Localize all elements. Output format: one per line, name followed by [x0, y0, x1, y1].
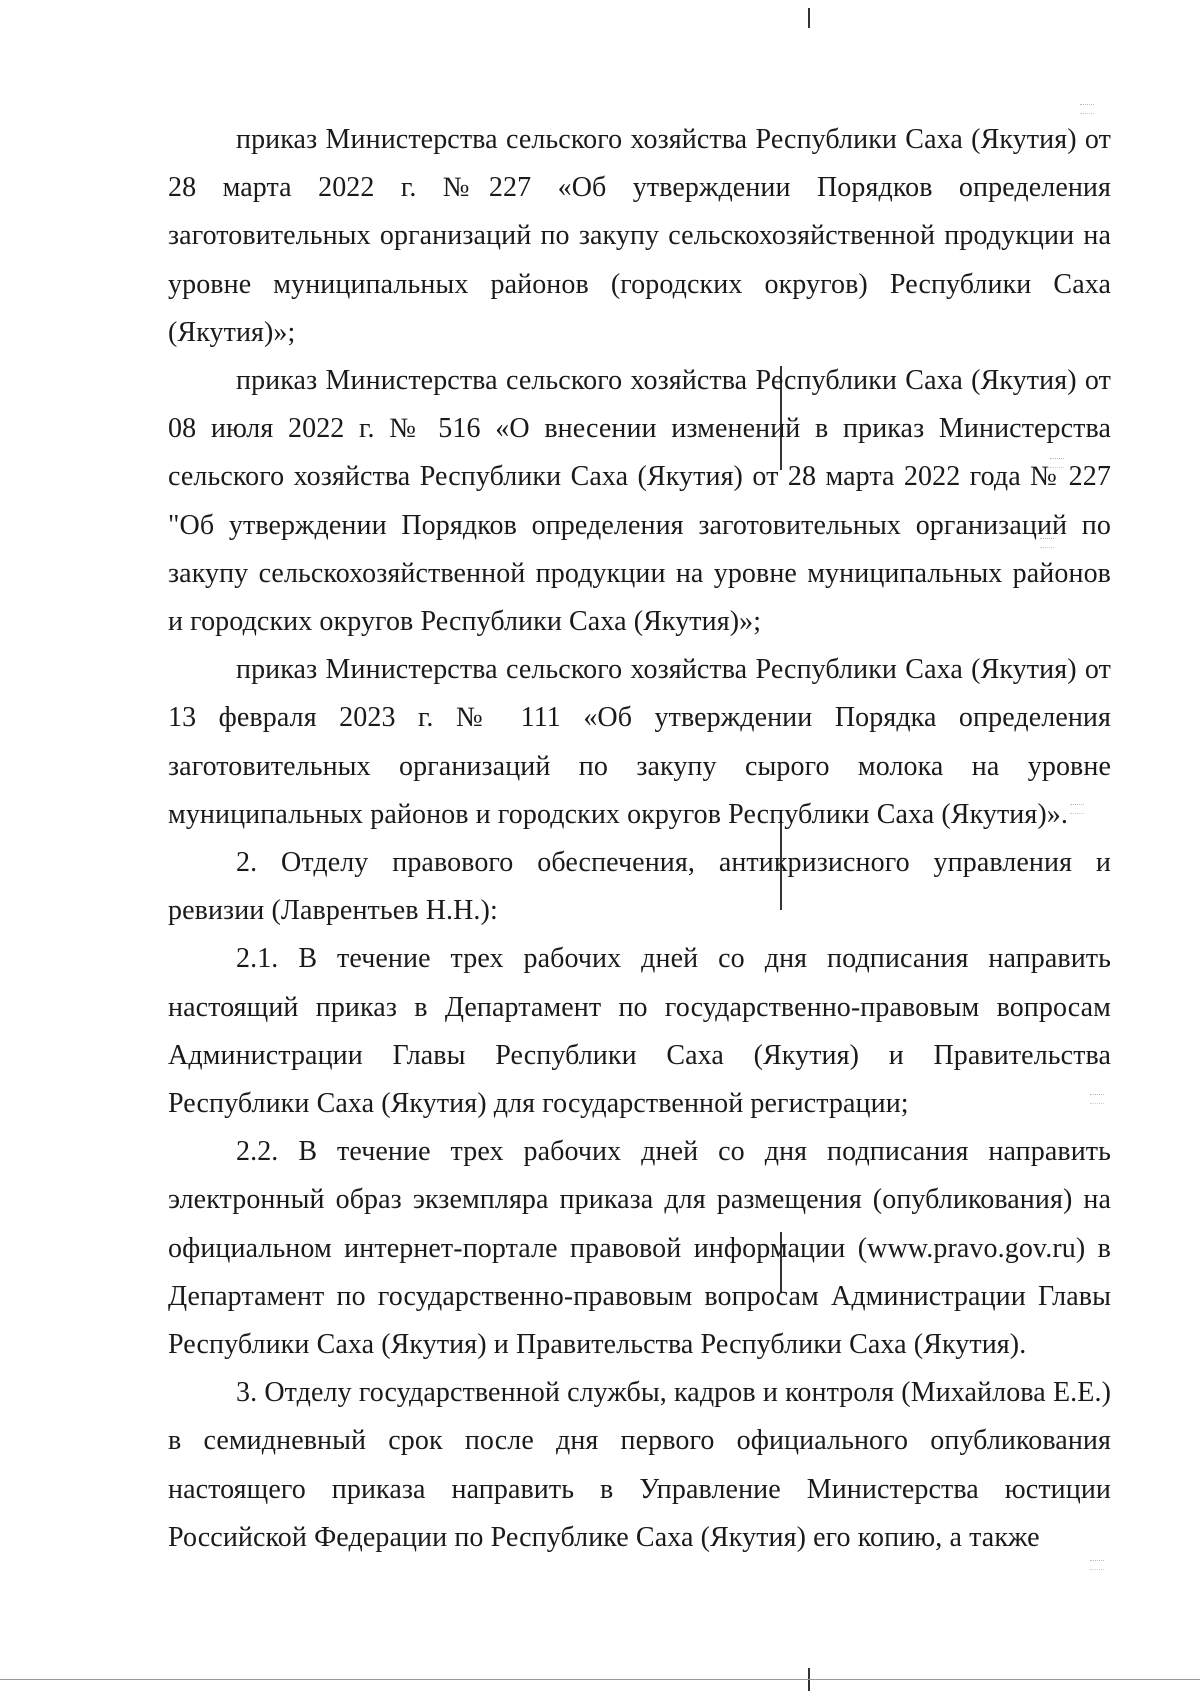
document-page — [168, 116, 1111, 1562]
paragraph-clause-2-2: 2.2. В течение трех рабочих дней со дня подписания направить электронный образ экземпляра приказа для размещения (опубликования) на официальном интернет-портале правовой информации (www.pravo.gov.ru) в Департамент по государственно-правовым вопросам Администрации Главы Республики Саха (Якутия) и Правительства Республики Саха (Якутия). — [168, 1136, 1111, 1361]
paragraph-clause-3: 3. Отделу государственной службы, кадров и контроля (Михайлова Е.Е.) в семидневный срок после дня первого официального опубликования настоящего приказа направить в Управление Министерства юстиции Российской Федерации по Республике Саха (Якутия) его копию, а также — [168, 1377, 1111, 1553]
scan-artifact-top — [808, 8, 810, 28]
paragraph-order-516: приказ Министерства сельского хозяйства Республики Саха (Якутия) от 08 июля 2022 г. № 516 «О внесении изменений в приказ Министерства сельского хозяйства Республики Саха (Якутия) от 28 марта 2022 года № 227 "Об утверждении Порядков определения заготовительных организаций по закупу сельскохозяйственной продукции на уровне муниципальных районов и городских округов Республики Саха (Якутия)»; — [168, 365, 1111, 638]
paragraph-clause-2-1: 2.1. В течение трех рабочих дней со дня подписания направить настоящий приказ в Департамент по государственно-правовым вопросам Администрации Главы Республики Саха (Якутия) и Правительства Республики Саха (Якутия) для государственной регистрации; — [168, 943, 1111, 1120]
paragraph-order-111: приказ Министерства сельского хозяйства Республики Саха (Якутия) от 13 февраля 2023 г. № 111 «Об утверждении Порядка определения заготовительных организаций по закупу сырого молока на уровне муниципальных районов и городских округов Республики Саха (Якутия)». — [168, 654, 1111, 830]
paragraph-order-227: приказ Министерства сельского хозяйства Республики Саха (Якутия) от 28 марта 2022 г. №227 «Об утверждении Порядков определения заготовительных организаций по закупу сельскохозяйственной продукции на уровне муниципальных районов (городских округов) Республики Саха (Якутия)»; — [168, 124, 1111, 348]
page-bottom-edge — [0, 1679, 1200, 1680]
scan-speck — [1080, 104, 1094, 114]
paragraph-clause-2: 2. Отделу правового обеспечения, антикризисного управления и ревизии (Лаврентьев Н.Н.): — [168, 847, 1111, 927]
